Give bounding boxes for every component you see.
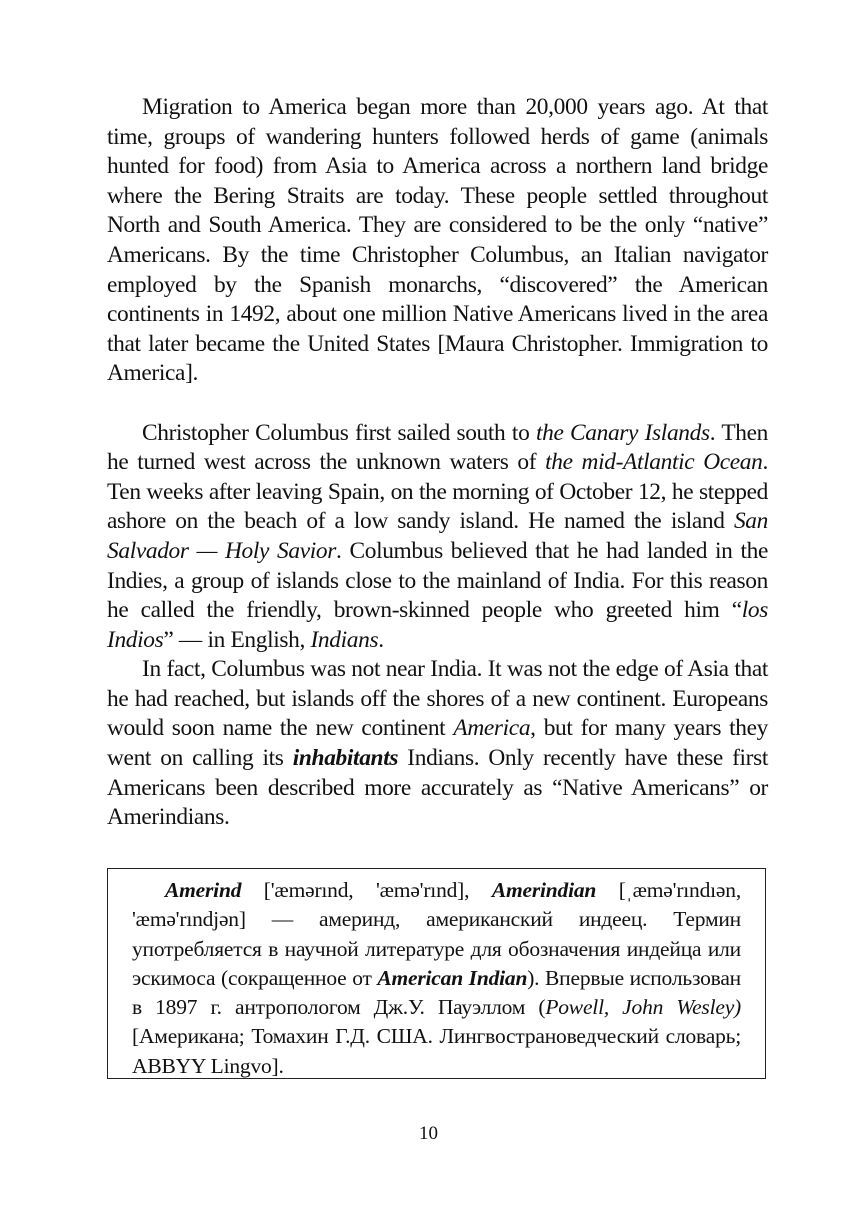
text-run: . Columbus believed that he had landed in the Indies, a group of islands close to the mainland of India. For this reason he called the friendly, brown-skinned people who greeted him “ <box>107 537 768 624</box>
italic-term: Powell, John Wesley) <box>545 995 742 1020</box>
text-run: In fact, Columbus was not near India. It was not the edge of Asia that he had reached, but islands off the shores of a new continent. Europeans would soon name the new continent <box>107 656 768 742</box>
text-run: ['æmərınd, 'æmə'rınd], <box>241 878 492 902</box>
italic-term: Indians <box>310 626 379 653</box>
text-run: , but for many years they went on calling its <box>107 715 768 772</box>
italic-term: America <box>453 715 531 742</box>
glossary-note-box <box>107 868 766 1079</box>
bold-italic-term: American Indian <box>377 965 528 990</box>
page-number: 10 <box>419 1123 438 1144</box>
text-run: Christopher Columbus first sailed south to <box>142 419 536 446</box>
paragraph-migration <box>107 93 768 389</box>
paragraph-columbus-india <box>107 655 768 833</box>
text-run: . Ten weeks after leaving Spain, on the morning of October 12, he stepped ashore on the beach of a low sandy island. He named the island <box>107 449 768 535</box>
text-run: Migration to America began more than 20,000 years ago. At that time, groups of wandering hunters followed herds of game (animals hunted for food) from Asia to America across a northern land bridge where the Bering Straits are today. These people settled throughout North and South America. They are considered to be the only “native” Americans. By the time Christopher Columbus, an Italian navigator employed by the Spanish monarchs, “discovered” the American continents in 1492, about one million Native Americans lived in the area that later became the United States [Maura Christopher. Immigration to America]. <box>107 94 768 387</box>
text-run: [ˌæmə'rındıən, 'æmə'rındjən] — америнд, американский индеец. Термин употребляется в научной литературе для обозначения индейца или эскимоса (сокращенное от <box>132 878 741 990</box>
bold-italic-term: Amerindian <box>491 878 597 902</box>
italic-term: the mid-Atlantic Ocean <box>545 449 763 476</box>
paragraph-columbus-voyage <box>107 419 768 656</box>
text-run: Indians. Only recently have these first Americans been described more accurately as “Native Americans” or Amerindians. <box>107 745 768 831</box>
text-run: ). Впервые использован в 1897 г. антропологом Дж.У. Пауэллом ( <box>132 965 741 1020</box>
text-run: [Американа; Томахин Г.Д. США. Лингвострановедческий словарь; ABBYY Lingvo]. <box>132 1024 741 1078</box>
italic-term: San Salvador — Holy Savior <box>107 508 768 564</box>
text-run: . Then he turned west across the unknown waters of <box>107 419 768 476</box>
bold-italic-term: inhabitants <box>292 745 399 772</box>
italic-term: the Canary Islands <box>535 419 710 446</box>
italic-term: los Indios <box>107 597 768 653</box>
glossary-note-text <box>132 876 741 1081</box>
text-run: . <box>378 626 384 653</box>
page-body <box>107 93 768 833</box>
text-run: ” — in English, <box>163 626 311 653</box>
bold-italic-term: Amerind <box>165 878 242 902</box>
